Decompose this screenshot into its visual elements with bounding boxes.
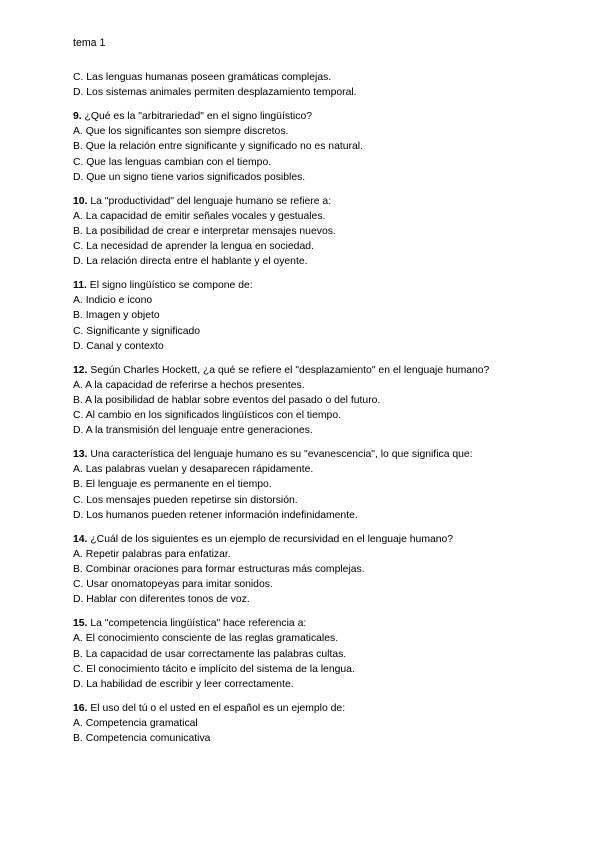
question-stem: El uso del tú o el usted en el español es un ejemplo de:: [87, 702, 346, 714]
question-stem: ¿Qué es la "arbitrariedad" en el signo lingüístico?: [81, 110, 312, 122]
option-d: D. Canal y contexto: [73, 340, 164, 352]
option-d: D. La habilidad de escribir y leer correctamente.: [73, 678, 294, 690]
question-stem: ¿Cuál de los siguientes es un ejemplo de recursividad en el lenguaje humano?: [87, 533, 454, 545]
question-number: 11.: [73, 280, 87, 292]
question-text: [73, 701, 553, 716]
question-number: 12.: [73, 364, 88, 376]
question-text: [73, 532, 553, 547]
question-text: [73, 194, 553, 209]
option-d: D. Los sistemas animales permiten desplazamiento temporal.: [73, 87, 357, 99]
question-13: [73, 447, 553, 523]
question-11: [73, 278, 553, 354]
option-b: B. Combinar oraciones para formar estructuras más complejas.: [73, 564, 365, 575]
option-c: C. Los mensajes pueden repetirse sin distorsión.: [73, 494, 298, 506]
question-10: [73, 194, 553, 270]
question-14: [73, 532, 553, 608]
option-c: C. La necesidad de aprender la lengua en sociedad.: [73, 241, 314, 253]
question-text: [73, 109, 553, 124]
question-number: 10.: [73, 195, 88, 207]
option-a: A. Indicio e icono: [73, 295, 153, 307]
question-stem: Una característica del lenguaje humano es su "evanescencia", lo que significa que:: [87, 449, 473, 461]
option-d: D. A la transmisión del lenguaje entre generaciones.: [73, 425, 313, 437]
question-number: 15.: [73, 618, 88, 630]
option-a: A. La capacidad de emitir señales vocales y gestuales.: [73, 210, 326, 222]
option-b: B. Imagen y objeto: [73, 310, 160, 322]
page-header: tema 1: [73, 37, 106, 49]
option-b: B. La capacidad de usar correctamente las palabras cultas.: [73, 648, 347, 660]
question-16: [73, 701, 553, 747]
option-c: C. El conocimiento tácito e implícito del sistema de la lengua.: [73, 663, 355, 675]
continued-question: [73, 70, 553, 100]
option-b: B. Que la relación entre significante y significado no es natural.: [73, 141, 363, 153]
question-number: 9.: [73, 110, 82, 122]
page-content: [73, 70, 553, 755]
question-15: [73, 616, 553, 692]
question-stem: El signo lingüístico se compone de:: [86, 280, 253, 292]
question-text: [73, 278, 553, 293]
option-d: D. Los humanos pueden retener información indefinidamente.: [73, 509, 358, 521]
question-12: [73, 363, 553, 439]
question-number: 16.: [73, 702, 88, 714]
option-a: A. Repetir palabras para enfatizar.: [73, 548, 231, 560]
option-c: C. Que las lenguas cambian con el tiempo.: [73, 156, 272, 168]
question-number: 14.: [73, 533, 88, 545]
question-text: [73, 616, 553, 631]
question-stem: La "competencia lingüística" hace referencia a:: [87, 618, 307, 630]
option-d: D. La relación directa entre el hablante y el oyente.: [73, 256, 308, 268]
question-9: [73, 109, 553, 185]
question-stem: La "productividad" del lenguaje humano se refiere a:: [87, 195, 332, 207]
option-b: B. El lenguaje es permanente en el tiempo.: [73, 479, 272, 491]
option-b: B. La posibilidad de crear e interpretar mensajes nuevos.: [73, 225, 336, 237]
question-text: [73, 363, 553, 378]
question-stem: Según Charles Hockett, ¿a qué se refiere el "desplazamiento" en el lenguaje humano?: [87, 364, 490, 376]
question-number: 13.: [73, 449, 88, 461]
option-c: C. Al cambio en los significados lingüísticos con el tiempo.: [73, 410, 341, 422]
option-c: C. Las lenguas humanas poseen gramáticas complejas.: [73, 72, 332, 83]
option-a: A. El conocimiento consciente de las reglas gramaticales.: [73, 633, 339, 645]
option-c: C. Usar onomatopeyas para imitar sonidos.: [73, 579, 273, 591]
option-c: C. Significante y significado: [73, 325, 201, 337]
question-text: [73, 447, 553, 462]
option-b: B. A la posibilidad de hablar sobre eventos del pasado o del futuro.: [73, 394, 381, 406]
option-a: A. Que los significantes son siempre discretos.: [73, 126, 289, 138]
option-a: A. A la capacidad de referirse a hechos presentes.: [73, 379, 305, 391]
option-b: B. Competencia comunicativa: [73, 733, 211, 745]
option-a: A. Las palabras vuelan y desaparecen rápidamente.: [73, 464, 314, 476]
option-d: D. Hablar con diferentes tonos de voz.: [73, 594, 250, 606]
option-d: D. Que un signo tiene varios significados posibles.: [73, 171, 306, 183]
option-a: A. Competencia gramatical: [73, 717, 198, 729]
